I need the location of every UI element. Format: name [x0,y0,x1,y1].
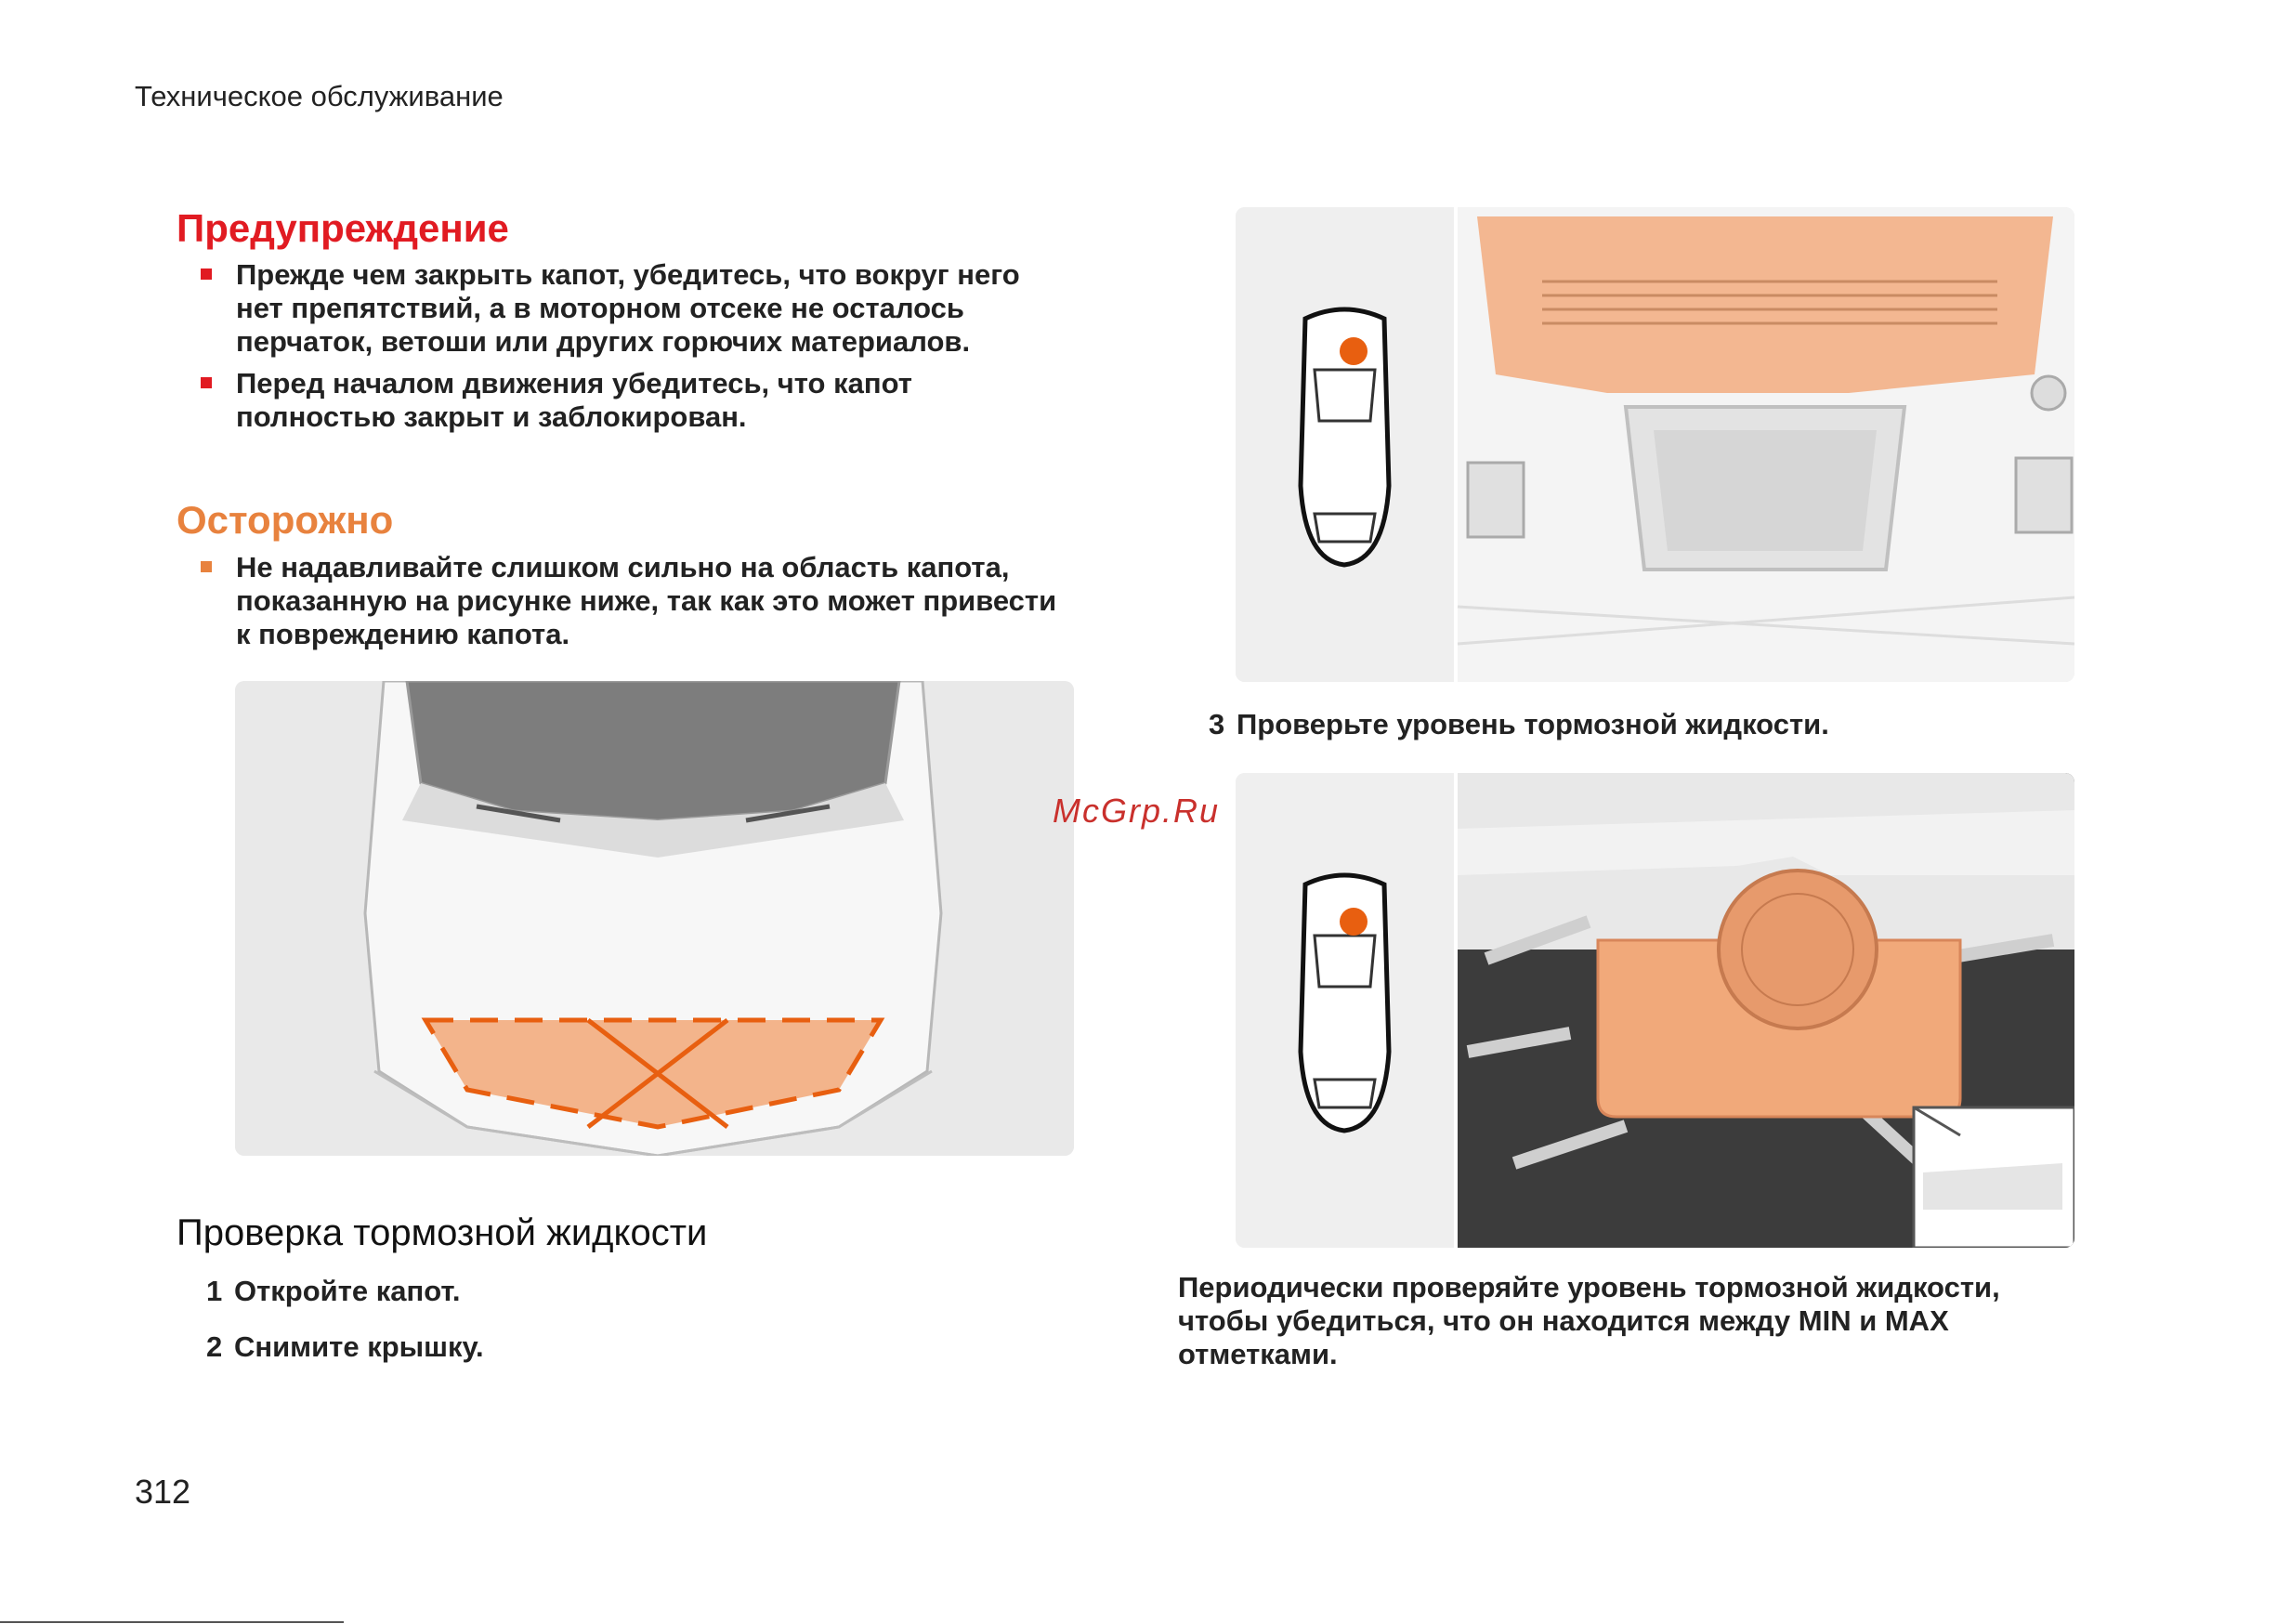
page-header-title: Техническое обслуживание [135,80,504,112]
brake-reservoir-figure [1236,773,2074,1248]
warning-heading: Предупреждение [177,206,509,250]
brake-reservoir-illustration [1236,773,2074,1248]
bullet-square-icon [201,561,212,572]
caution-list [195,551,1059,660]
step-1 [206,1275,461,1308]
warning-item-text: Прежде чем закрыть капот, убедитесь, что вокруг него нет препятствий, а в моторном отсеке не осталось перчаток, ветоши или других горючих материалов. [236,258,1020,358]
warning-item [195,367,1059,434]
step-3 [1209,708,1829,741]
hood-pressure-illustration [235,681,1074,1156]
warning-item [195,258,1059,359]
car-topview-icon [1301,875,1389,1131]
hood-pressure-figure [235,681,1074,1156]
brake-level-paragraph: Периодически проверяйте уровень тормозной жидкости, чтобы убедиться, что он находится между MIN и MAX отметками. [1178,1271,2000,1370]
car-topview-icon [1301,309,1389,565]
caution-heading: Осторожно [177,498,394,542]
caution-item-text: Не надавливайте слишком сильно на область капота, показанную на рисунке ниже, так как это может привести к повреждению капота. [236,551,1057,650]
step-number: 2 [206,1330,223,1363]
bullet-square-icon [201,377,212,388]
step-2 [206,1330,484,1364]
page-number: 312 [135,1473,191,1511]
step-number: 1 [206,1275,223,1307]
warning-list [195,258,1059,442]
step-text: Снимите крышку. [234,1330,484,1363]
caution-item [195,551,1059,651]
hood-latch-figure [1236,207,2074,682]
warning-item-text: Перед началом движения убедитесь, что капот полностью закрыт и заблокирован. [236,367,912,433]
step-number: 3 [1209,708,1225,740]
footer-divider [0,1621,344,1623]
watermark-text: McGrp.Ru [1053,792,1221,830]
bullet-square-icon [201,268,212,280]
step-text: Проверьте уровень тормозной жидкости. [1237,708,1829,740]
hood-latch-illustration [1236,207,2074,682]
step-text: Откройте капот. [234,1275,461,1307]
brake-section-title: Проверка тормозной жидкости [177,1212,708,1253]
